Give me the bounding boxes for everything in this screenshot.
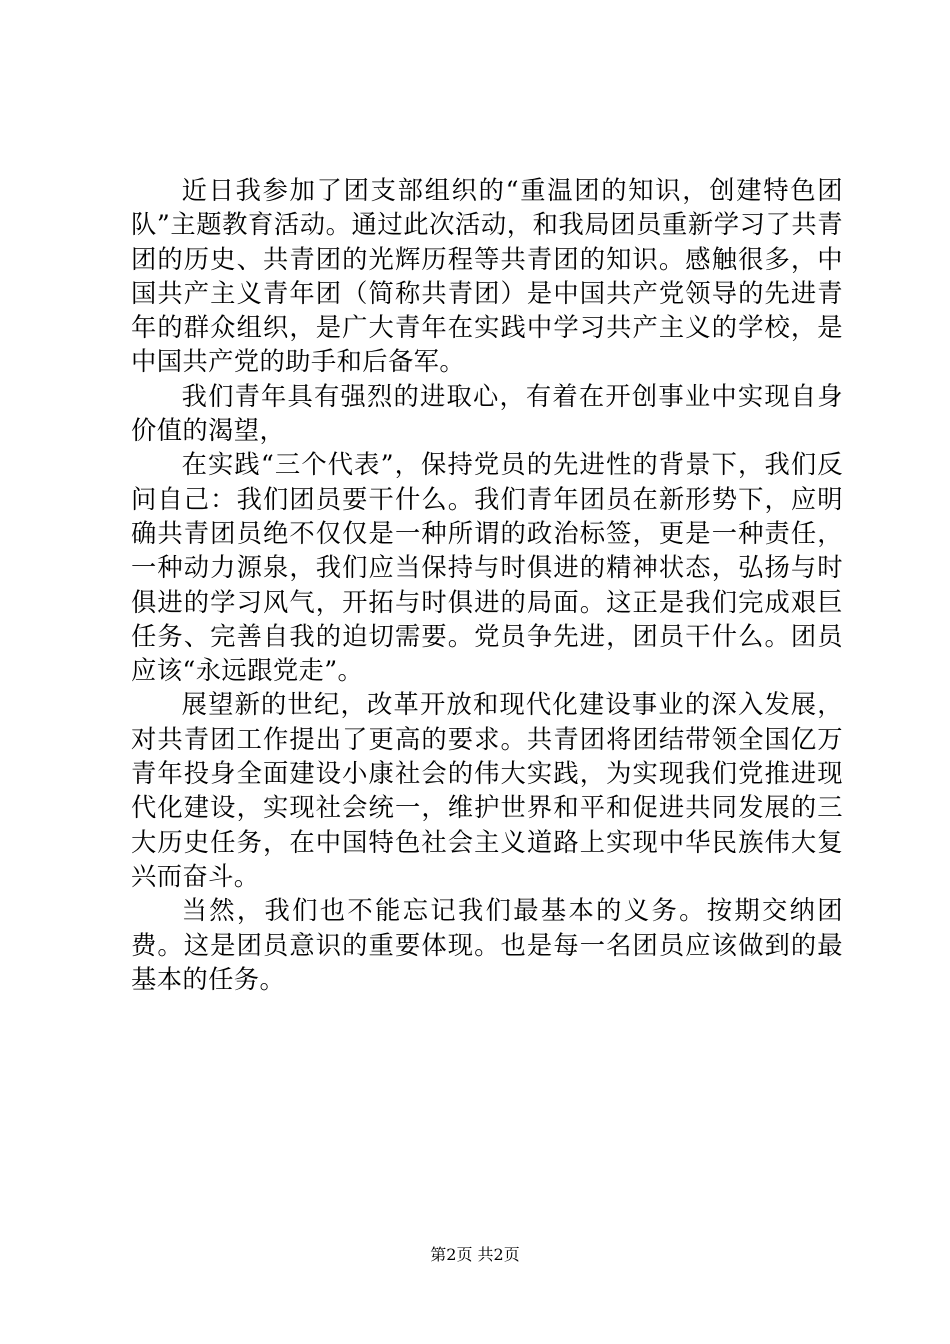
paragraph-2: 我们青年具有强烈的进取心，有着在开创事业中实现自身价值的渴望， xyxy=(131,381,843,446)
page-number: 第2页 共2页 xyxy=(430,1245,520,1264)
paragraph-3: 在实践“三个代表”，保持党员的先进性的背景下，我们反问自己：我们团员要干什么。我们青年团员在新形势下，应明确共青团员绝不仅仅是一种所谓的政治标签，更是一种责任，一种动力源泉，我们应当保持与时俱进的精神状态，弘扬与时俱进的学习风气，开拓与时俱进的局面。这正是我们完成艰巨任务、完善自我的迫切需要。党员争先进，团员干什么。团员应该“永远跟党走”。 xyxy=(131,450,843,686)
document-body xyxy=(131,174,843,997)
page-footer xyxy=(0,1244,950,1266)
paragraph-1: 近日我参加了团支部组织的“重温团的知识，创建特色团队”主题教育活动。通过此次活动，和我局团员重新学习了共青团的历史、共青团的光辉历程等共青团的知识。感触很多，中国共产主义青年团（简称共青团）是中国共产党领导的先进青年的群众组织，是广大青年在实践中学习共产主义的学校，是中国共产党的助手和后备军。 xyxy=(131,176,843,377)
paragraph-4: 展望新的世纪，改革开放和现代化建设事业的深入发展，对共青团工作提出了更高的要求。共青团将团结带领全国亿万青年投身全面建设小康社会的伟大实践，为实现我们党推进现代化建设，实现社会统一，维护世界和平和促进共同发展的三大历史任务，在中国特色社会主义道路上实现中华民族伟大复兴而奋斗。 xyxy=(131,690,843,891)
paragraph-5: 当然，我们也不能忘记我们最基本的义务。按期交纳团费。这是团员意识的重要体现。也是每一名团员应该做到的最基本的任务。 xyxy=(131,896,843,994)
